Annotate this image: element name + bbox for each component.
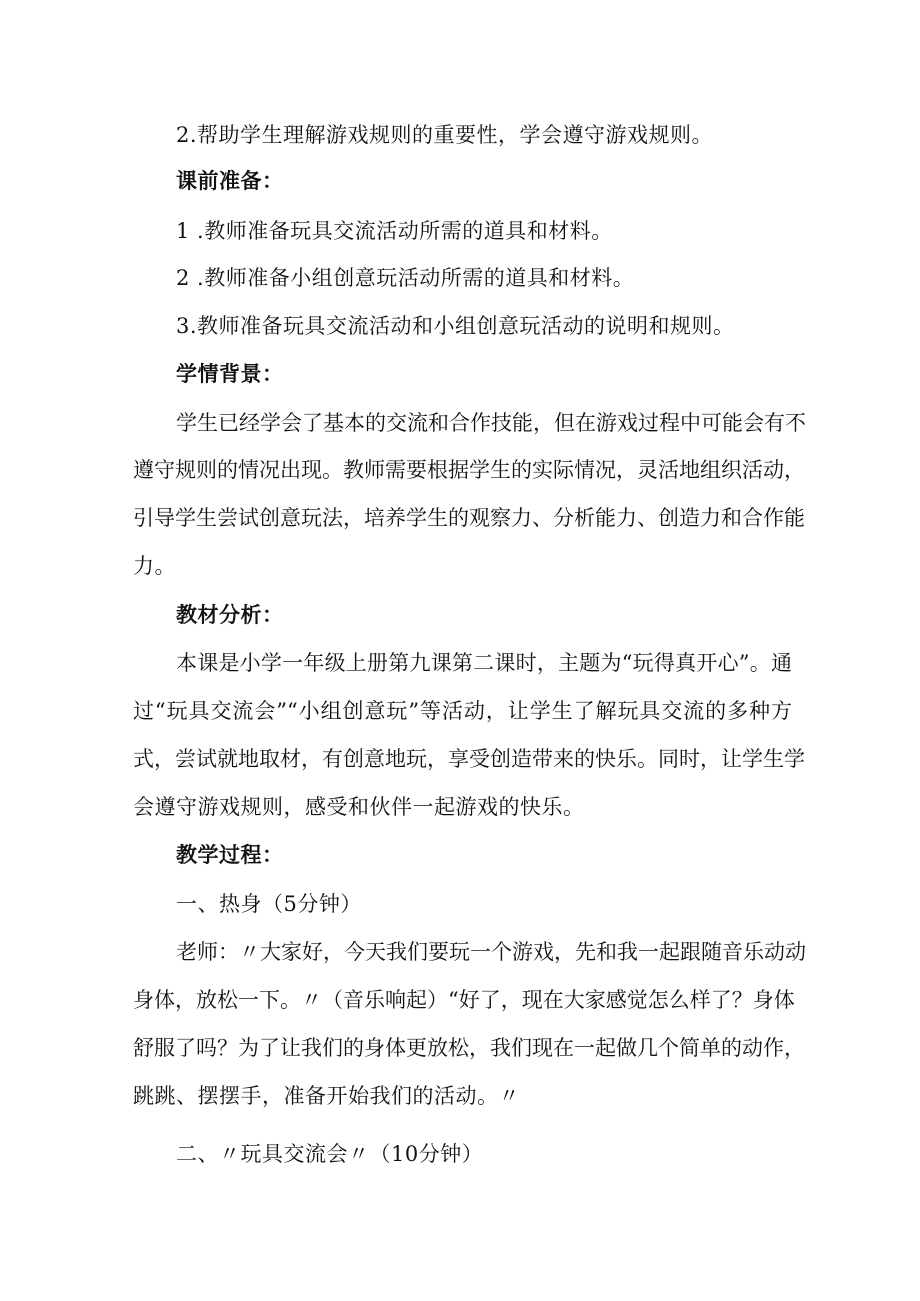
- analysis-line: 本课是小学一年级上册第九课第二课时，主题为“玩得真开心”。通: [176, 651, 792, 675]
- background-heading: 学情背景：: [176, 362, 284, 386]
- step-1-line: 跳跳、摆摆手，准备开始我们的活动。〃: [133, 1084, 520, 1108]
- step-1-line: 身体，放松一下。〃（音乐响起）“好了，现在大家感觉怎么样了？身体: [133, 988, 795, 1012]
- process-heading: 教学过程：: [176, 843, 284, 867]
- analysis-line: 会遵守游戏规则，感受和伙伴一起游戏的快乐。: [133, 795, 585, 819]
- background-line: 学生已经学会了基本的交流和合作技能，但在游戏过程中可能会有不: [176, 411, 806, 435]
- step-1-line: 舒服了吗？为了让我们的身体更放松，我们现在一起做几个简单的动作，: [133, 1036, 805, 1060]
- prep-heading: 课前准备：: [176, 169, 284, 193]
- background-line: 力。: [133, 554, 176, 578]
- analysis-line: 过“玩具交流会”“小组创意玩”等活动，让学生了解玩具交流的多种方: [133, 699, 792, 723]
- analysis-heading: 教材分析：: [176, 603, 284, 627]
- prep-item-1: 1 .教师准备玩具交流活动所需的道具和材料。: [176, 219, 613, 243]
- step-2-title: 二、〃玩具交流会〃（10分钟）: [176, 1142, 484, 1166]
- prep-item-3: 3.教师准备玩具交流活动和小组创意玩活动的说明和规则。: [176, 314, 735, 338]
- goal-item-2: 2.帮助学生理解游戏规则的重要性，学会遵守游戏规则。: [176, 123, 714, 147]
- step-1-title: 一、热身（5分钟）: [176, 892, 362, 916]
- prep-item-2: 2 .教师准备小组创意玩活动所需的道具和材料。: [176, 266, 635, 290]
- background-line: 遵守规则的情况出现。教师需要根据学生的实际情况，灵活地组织活动，: [133, 458, 805, 482]
- analysis-line: 式，尝试就地取材，有创意地玩，享受创造带来的快乐。同时，让学生学: [133, 747, 805, 771]
- step-1-line: 老师：〃大家好，今天我们要玩一个游戏，先和我一起跟随音乐动动: [176, 940, 806, 964]
- background-line: 引导学生尝试创意玩法，培养学生的观察力、分析能力、创造力和合作能: [133, 506, 805, 530]
